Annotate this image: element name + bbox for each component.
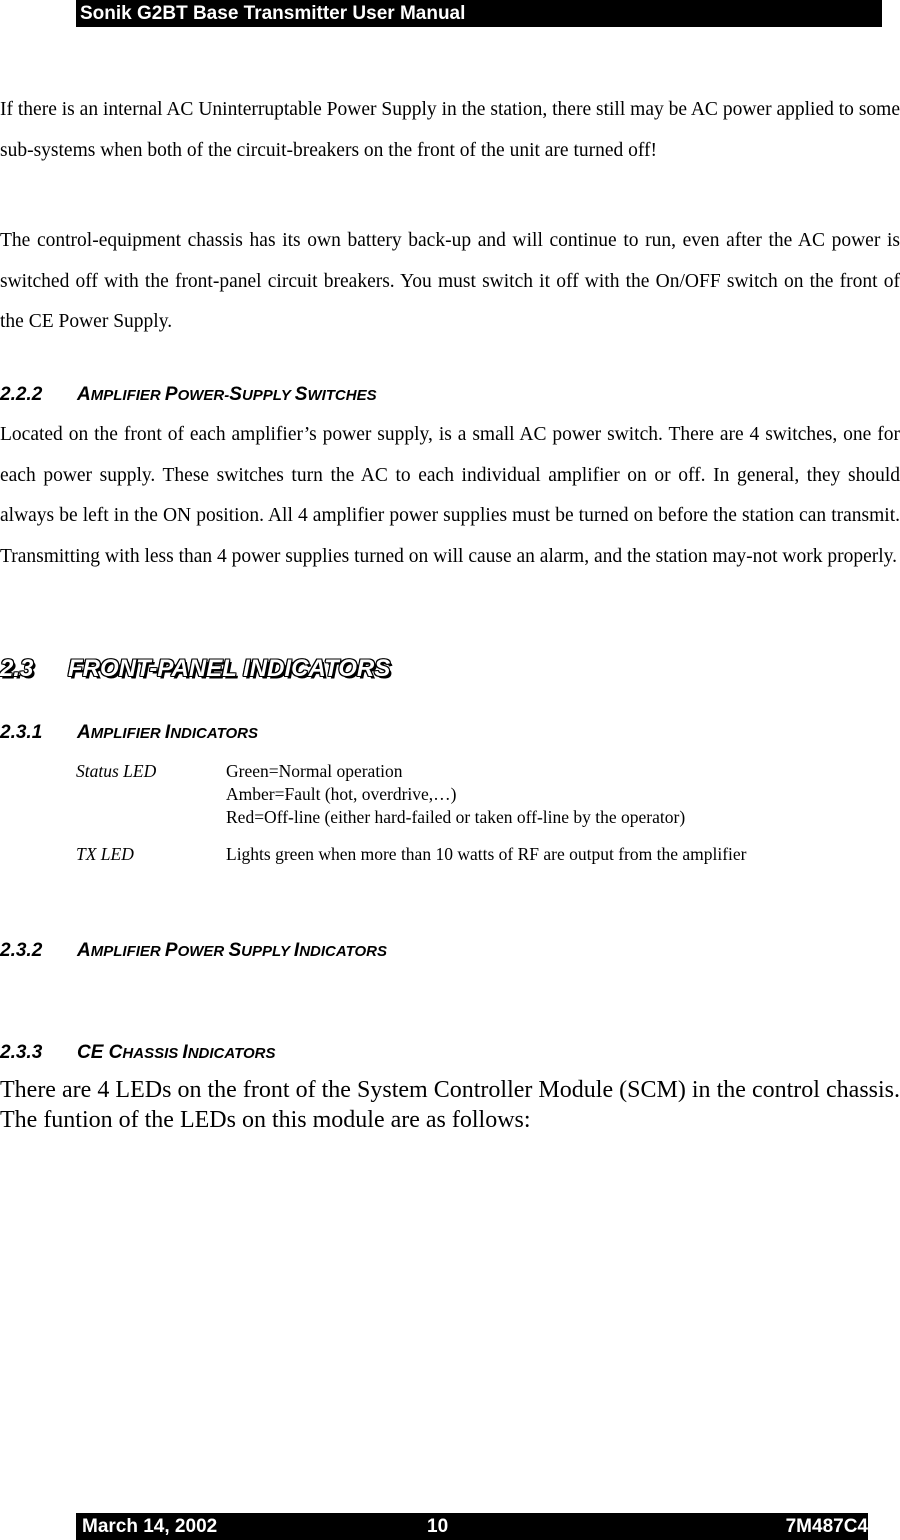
footer-date: March 14, 2002 — [82, 1516, 218, 1537]
section-number: 2.3.2 — [0, 940, 43, 961]
section-number: 2.3.3 — [0, 1042, 43, 1063]
section-number: 2.2.2 — [0, 384, 43, 405]
section-number: 2.3 — [0, 655, 34, 682]
heading-2-3-2: 2.3.2 AMPLIFIER POWER SUPPLY INDICATORS — [0, 940, 387, 961]
heading-2-3-3: 2.3.3 CE CHASSIS INDICATORS — [0, 1042, 276, 1063]
ce-battery-paragraph: The control-equipment chassis has its own battery back-up and will continue to run, even after the AC power is switched off with the front-panel circuit breakers. You must switch it off with the On/OFF switch on the front of the CE Power Supply. — [0, 230, 900, 332]
led-description: Lights green when more than 10 watts of RF are output from the amplifier — [226, 844, 747, 864]
scm-leds-paragraph: There are 4 LEDs on the front of the System Controller Module (SCM) in the control chassis. The funtion of the LEDs on this module are as follows: — [0, 1077, 900, 1133]
status-amber-line: Amber=Fault (hot, overdrive,…) — [226, 784, 457, 804]
led-name: Status LED — [76, 761, 157, 781]
document-id: 7M487C4 — [785, 1516, 868, 1537]
heading-2-3-1: 2.3.1 AMPLIFIER INDICATORS — [0, 722, 258, 743]
status-led-row — [76, 760, 876, 829]
page-footer — [76, 1513, 868, 1540]
amplifier-led-table — [76, 760, 876, 866]
heading-2-3 — [0, 654, 390, 684]
page-header — [76, 0, 882, 27]
led-description — [226, 760, 876, 829]
status-red-line: Red=Off-line (either hard-failed or taken off-line by the operator) — [226, 807, 686, 827]
section-number: 2.3.1 — [0, 722, 43, 743]
page-number: 10 — [427, 1516, 449, 1537]
ups-warning-paragraph: If there is an internal AC Uninterruptable Power Supply in the station, there still may be AC power applied to some sub-systems when both of the circuit-breakers on the front of the unit are turned off! — [0, 99, 900, 161]
status-green-line: Green=Normal operation — [226, 761, 403, 781]
tx-led-row — [76, 843, 876, 866]
manual-title: Sonik G2BT Base Transmitter User Manual — [80, 3, 466, 24]
section-title: FRONT-PANEL INDICATORS — [68, 655, 391, 682]
amplifier-switch-paragraph: Located on the front of each amplifier’s power supply, is a small AC power switch. There are 4 switches, one for each power supply. These switches turn the AC to each individual amplifier on or off. In general, they should always be left in the ON position. All 4 amplifier power supplies must be turned on before the station can transmit. Transmitting with less than 4 power supplies turned on will cause an alarm, and the station may-not work properly. — [0, 424, 900, 567]
led-name: TX LED — [76, 844, 134, 864]
heading-2-2-2: 2.2.2 AMPLIFIER POWER-SUPPLY SWITCHES — [0, 384, 377, 405]
